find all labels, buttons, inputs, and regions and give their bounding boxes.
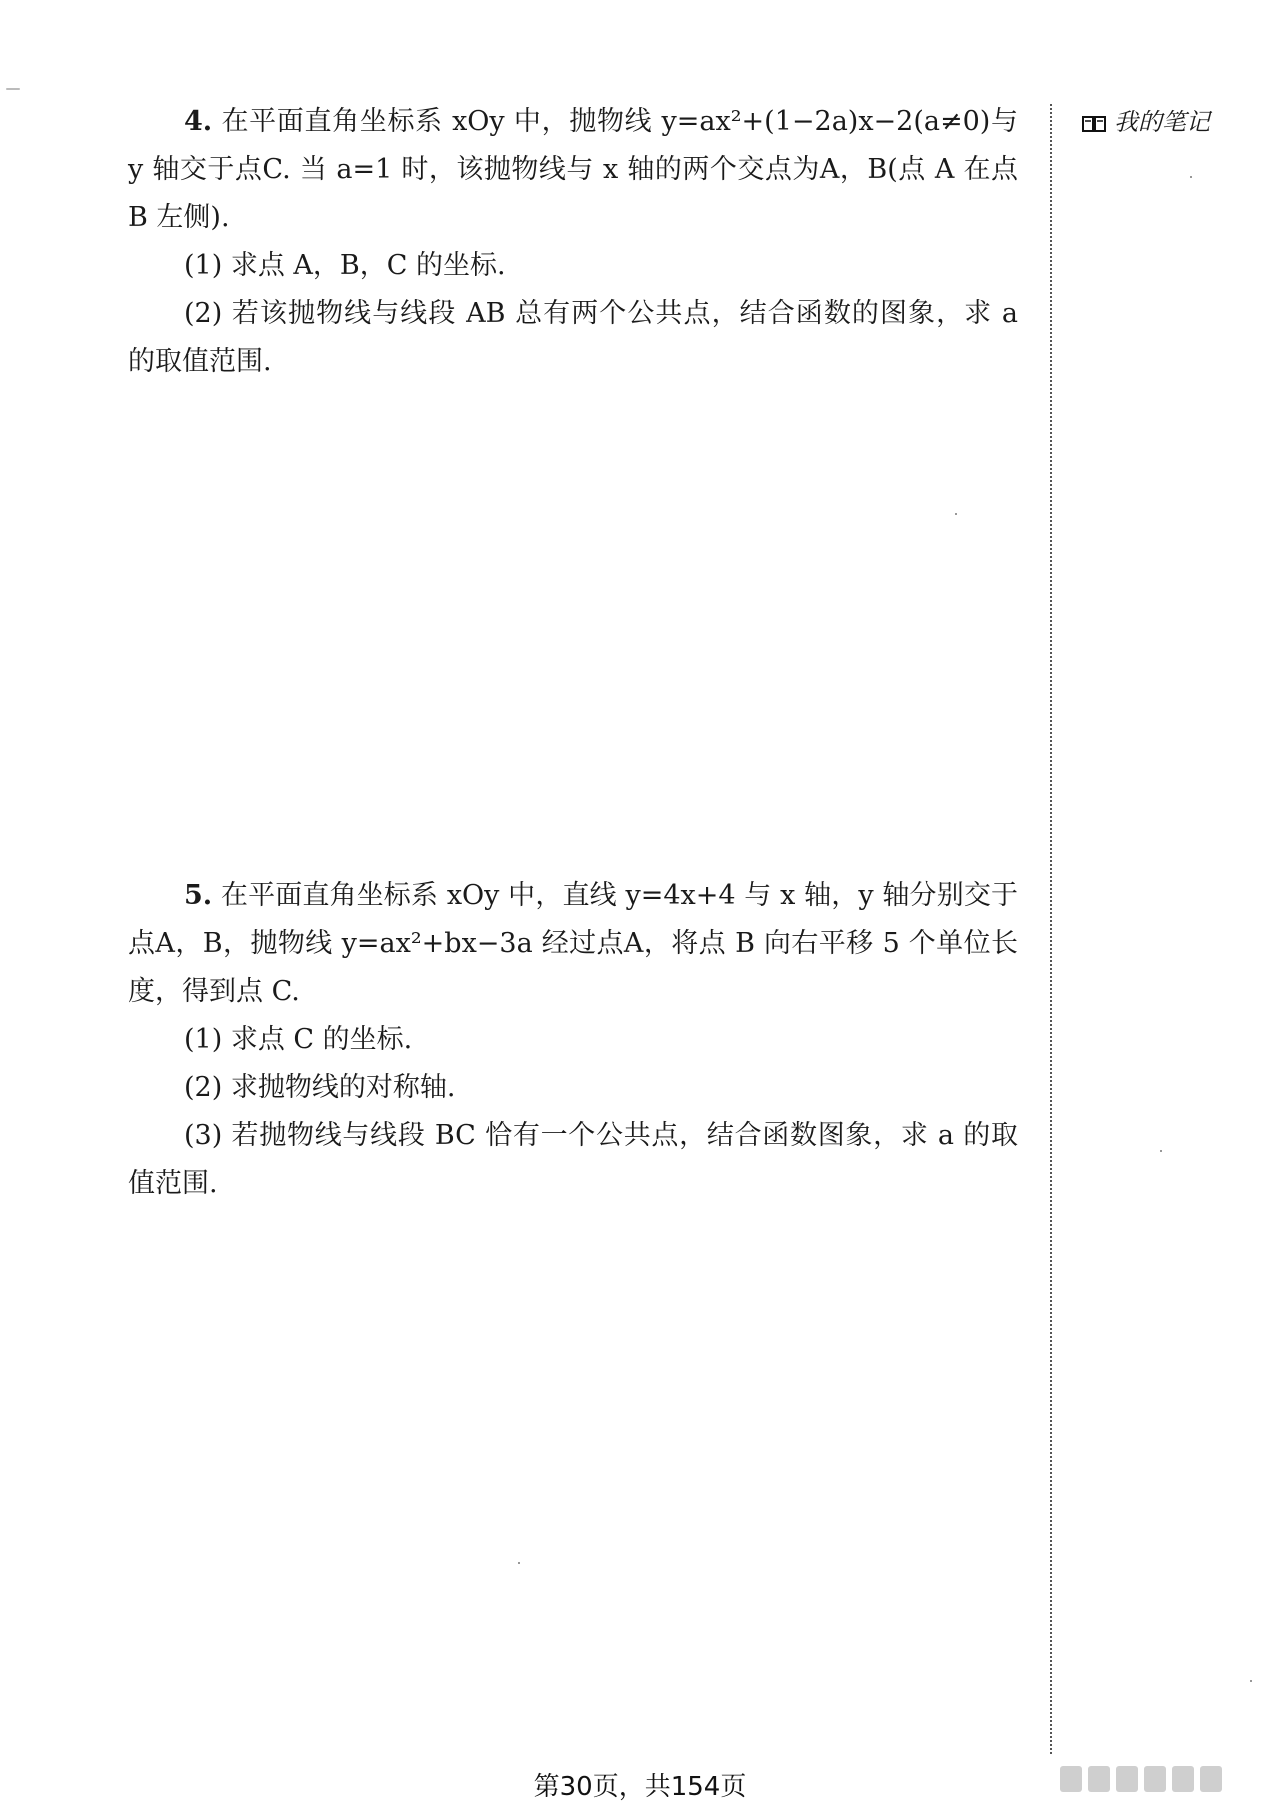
- question-5-part-3: (3) 若抛物线与线段 BC 恰有一个公共点，结合函数图象，求 a 的取值范围.: [128, 1120, 1018, 1199]
- question-5-part-1: (1) 求点 C 的坐标.: [184, 1024, 413, 1055]
- question-4: [128, 98, 1018, 386]
- question-5: [128, 872, 1018, 1208]
- question-4-number: 4.: [184, 106, 213, 137]
- notes-header: [1082, 102, 1210, 137]
- question-5-stem: [128, 872, 1018, 1016]
- question-4-stem: [128, 98, 1018, 242]
- scan-speck: [1250, 1680, 1252, 1682]
- question-5-part-2: (2) 求抛物线的对称轴.: [184, 1072, 456, 1103]
- book-icon: [1082, 111, 1106, 129]
- question-4-part-1: (1) 求点 A，B，C 的坐标.: [184, 250, 506, 281]
- scan-speck: [955, 513, 957, 515]
- scan-speck: [518, 1562, 520, 1564]
- notes-header-label: 我的笔记: [1114, 108, 1210, 136]
- scan-speck: [1190, 176, 1192, 178]
- question-4-part-2: (2) 若该抛物线与线段 AB 总有两个公共点，结合函数的图象，求 a 的取值范围.: [128, 298, 1018, 377]
- question-5-stem-text: 在平面直角坐标系 xOy 中，直线 y=4x+4 与 x 轴，y 轴分别交于点A，B，抛物线 y=ax²+bx−3a 经过点A，将点 B 向右平移 5 个单位长度，得到点 C.: [128, 880, 1018, 1007]
- question-5-number: 5.: [184, 880, 213, 911]
- question-4-stem-text: 在平面直角坐标系 xOy 中，抛物线 y=ax²+(1−2a)x−2(a≠0)与 y 轴交于点C. 当 a=1 时，该抛物线与 x 轴的两个交点为A，B(点 A 在点 B 左侧).: [128, 106, 1018, 233]
- page-footer: 第30页，共154页: [533, 1772, 747, 1802]
- scan-speck: [6, 88, 20, 90]
- scan-speck: [1160, 1150, 1162, 1152]
- notes-column-divider: [1050, 104, 1052, 1754]
